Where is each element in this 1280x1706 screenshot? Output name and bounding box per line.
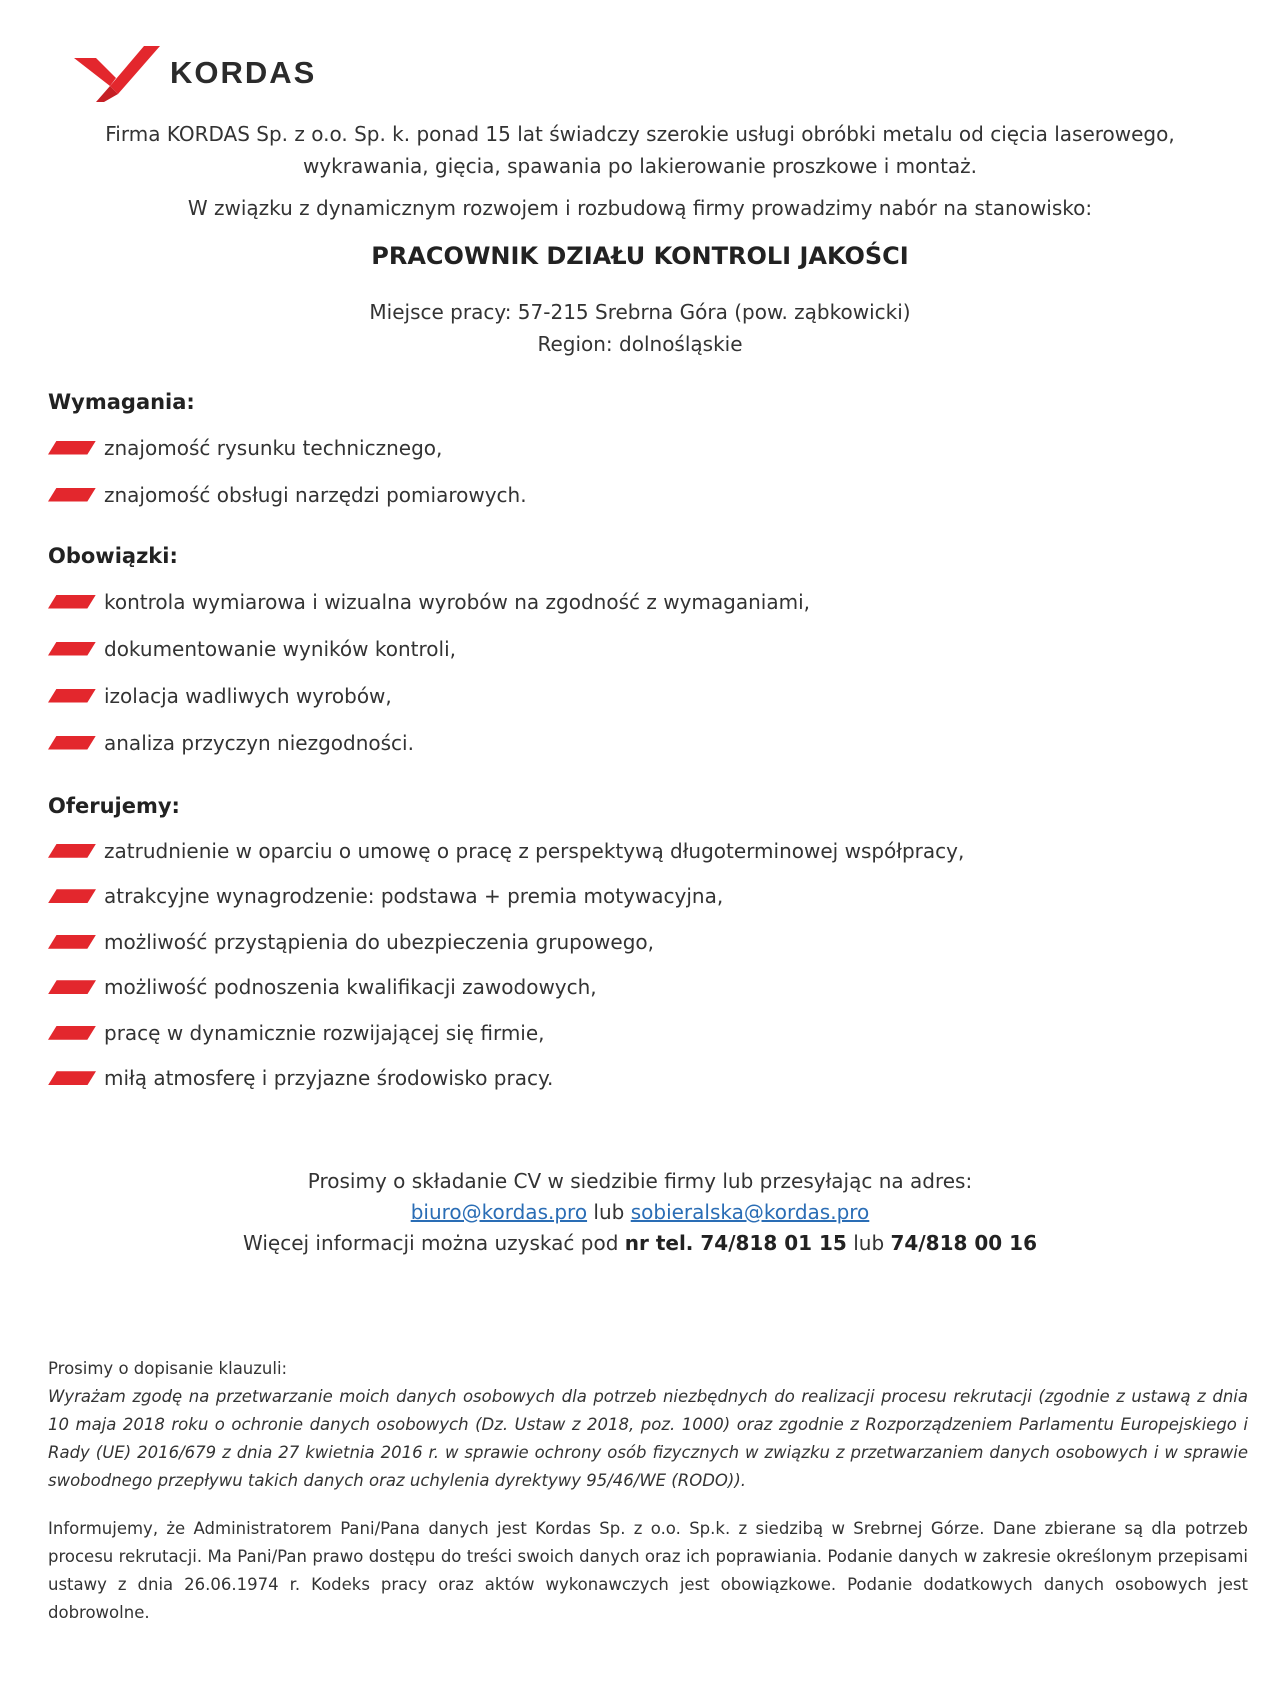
list-item: [48, 719, 1228, 766]
list-item: [48, 919, 1228, 965]
duties-section: [48, 544, 1228, 766]
list-item: [48, 471, 1228, 518]
list-item-text: izolacja wadliwych wyrobów,: [104, 683, 392, 708]
announcement: W związku z dynamicznym rozwojem i rozbudową firmy prowadzimy nabór na stanowisko:: [187, 196, 1093, 220]
duties-heading: Obowiązki:: [48, 544, 178, 568]
intro-line-1: Firma KORDAS Sp. z o.o. Sp. k. ponad 15 lat świadczy szerokie usługi obróbki metalu od cięcia laserowego,: [105, 122, 1175, 146]
list-item-text: zatrudnienie w oparciu o umowę o pracę z perspektywą długoterminowej współpracy,: [104, 838, 965, 863]
red-bullet-icon: [48, 980, 96, 994]
red-bullet-icon: [48, 595, 96, 609]
phone-number-2: 74/818 00 16: [890, 1231, 1037, 1255]
red-bullet-icon: [48, 1071, 96, 1085]
offer-section: [48, 794, 1228, 1101]
job-title: PRACOWNIK DZIAŁU KONTROLI JAKOŚCI: [371, 242, 909, 270]
list-item-text: pracę w dynamicznie rozwijającej się firmie,: [104, 1020, 545, 1045]
offer-heading: Oferujemy:: [48, 794, 180, 818]
list-item: [48, 874, 1228, 920]
list-item-text: kontrola wymiarowa i wizualna wyrobów na zgodność z wymaganiami,: [104, 589, 810, 614]
red-bullet-icon: [48, 441, 96, 455]
red-bullet-icon: [48, 889, 96, 903]
red-bullet-icon: [48, 935, 96, 949]
gdpr-clause: [48, 1355, 1248, 1627]
location: [0, 296, 1280, 360]
or-text: lub: [846, 1231, 891, 1255]
phone-line: [0, 1228, 1280, 1259]
list-item: [48, 578, 1228, 625]
intro-line-2: wykrawania, gięcia, spawania po lakierowanie proszkowe i montaż.: [302, 154, 978, 178]
requirements-list: [48, 424, 1228, 518]
list-item-text: możliwość przystąpienia do ubezpieczenia grupowego,: [104, 929, 655, 954]
list-item-text: analiza przyczyn niezgodności.: [104, 730, 414, 755]
red-bullet-icon: [48, 1026, 96, 1040]
red-bullet-icon: [48, 736, 96, 750]
requirements-section: [48, 390, 1228, 518]
intro: [60, 118, 1220, 224]
list-item: [48, 965, 1228, 1011]
list-item-text: znajomość obsługi narzędzi pomiarowych.: [104, 482, 527, 507]
list-item: [48, 625, 1228, 672]
region: Region: dolnośląskie: [537, 332, 743, 356]
clause-label: Prosimy o dopisanie klauzuli:: [48, 1359, 288, 1378]
red-bullet-icon: [48, 689, 96, 703]
consent-text: Wyrażam zgodę na przetwarzanie moich danych osobowych dla potrzeb niezbędnych do realizacji procesu rekrutacji (zgodnie z ustawą z dnia 10 maja 2018 roku o ochronie danych osobowych (Dz. Ustaw z 2018, poz. 1000) oraz zgodnie z Rozporządzeniem Parlamentu Europejskiego i Rady (UE) 2016/679 z dnia 27 kwietnia 2016 r. w sprawie ochrony osób fizycznych w związku z przetwarzaniem danych osobowych i w sprawie swobodnego przepływu takich danych oraz uchylenia dyrektywy 95/46/WE (RODO)).: [48, 1387, 1248, 1490]
list-item: [48, 1056, 1228, 1102]
list-item: [48, 672, 1228, 719]
administrator-info: Informujemy, że Administratorem Pani/Pana danych jest Kordas Sp. z o.o. Sp.k. z siedzibą w Srebrnej Górze. Dane zbierane są dla potrzeb procesu rekrutacji. Ma Pani/Pan prawo dostępu do treści swoich danych oraz ich poprawiania. Podanie danych w zakresie określonym przepisami ustawy z dnia 26.06.1974 r. Kodeks pracy oraz aktów wykonawczych jest obowiązkowe. Podanie dodatkowych danych osobowych jest dobrowolne.: [48, 1519, 1248, 1622]
red-bullet-icon: [48, 642, 96, 656]
list-item-text: dokumentowanie wyników kontroli,: [104, 636, 456, 661]
list-item: [48, 1010, 1228, 1056]
list-item-text: miłą atmosferę i przyjazne środowisko pracy.: [104, 1066, 554, 1091]
red-bullet-icon: [48, 844, 96, 858]
phone-number-1: nr tel. 74/818 01 15: [624, 1231, 847, 1255]
email-line: [0, 1197, 1280, 1228]
cv-request: Prosimy o składanie CV w siedzibie firmy lub przesyłając na adres:: [307, 1169, 973, 1193]
list-item: [48, 424, 1228, 471]
email-link-biuro[interactable]: biuro@kordas.pro: [410, 1200, 588, 1224]
or-text: lub: [587, 1200, 631, 1224]
email-link-sobieralska[interactable]: sobieralska@kordas.pro: [630, 1200, 870, 1224]
list-item-text: możliwość podnoszenia kwalifikacji zawodowych,: [104, 975, 597, 1000]
logo-text: KORDAS: [170, 55, 317, 90]
contact-block: [0, 1166, 1280, 1259]
red-bullet-icon: [48, 488, 96, 502]
list-item: [48, 828, 1228, 874]
list-item-text: znajomość rysunku technicznego,: [104, 435, 443, 460]
offer-list: [48, 828, 1228, 1101]
list-item-text: atrakcyjne wynagrodzenie: podstawa + premia motywacyjna,: [104, 884, 724, 909]
kordas-logo-mark-icon: [74, 44, 160, 102]
workplace: Miejsce pracy: 57-215 Srebrna Góra (pow. ząbkowicki): [369, 300, 911, 324]
requirements-heading: Wymagania:: [48, 390, 195, 414]
phone-prefix: Więcej informacji można uzyskać pod: [243, 1231, 625, 1255]
company-logo: [74, 44, 316, 102]
duties-list: [48, 578, 1228, 766]
